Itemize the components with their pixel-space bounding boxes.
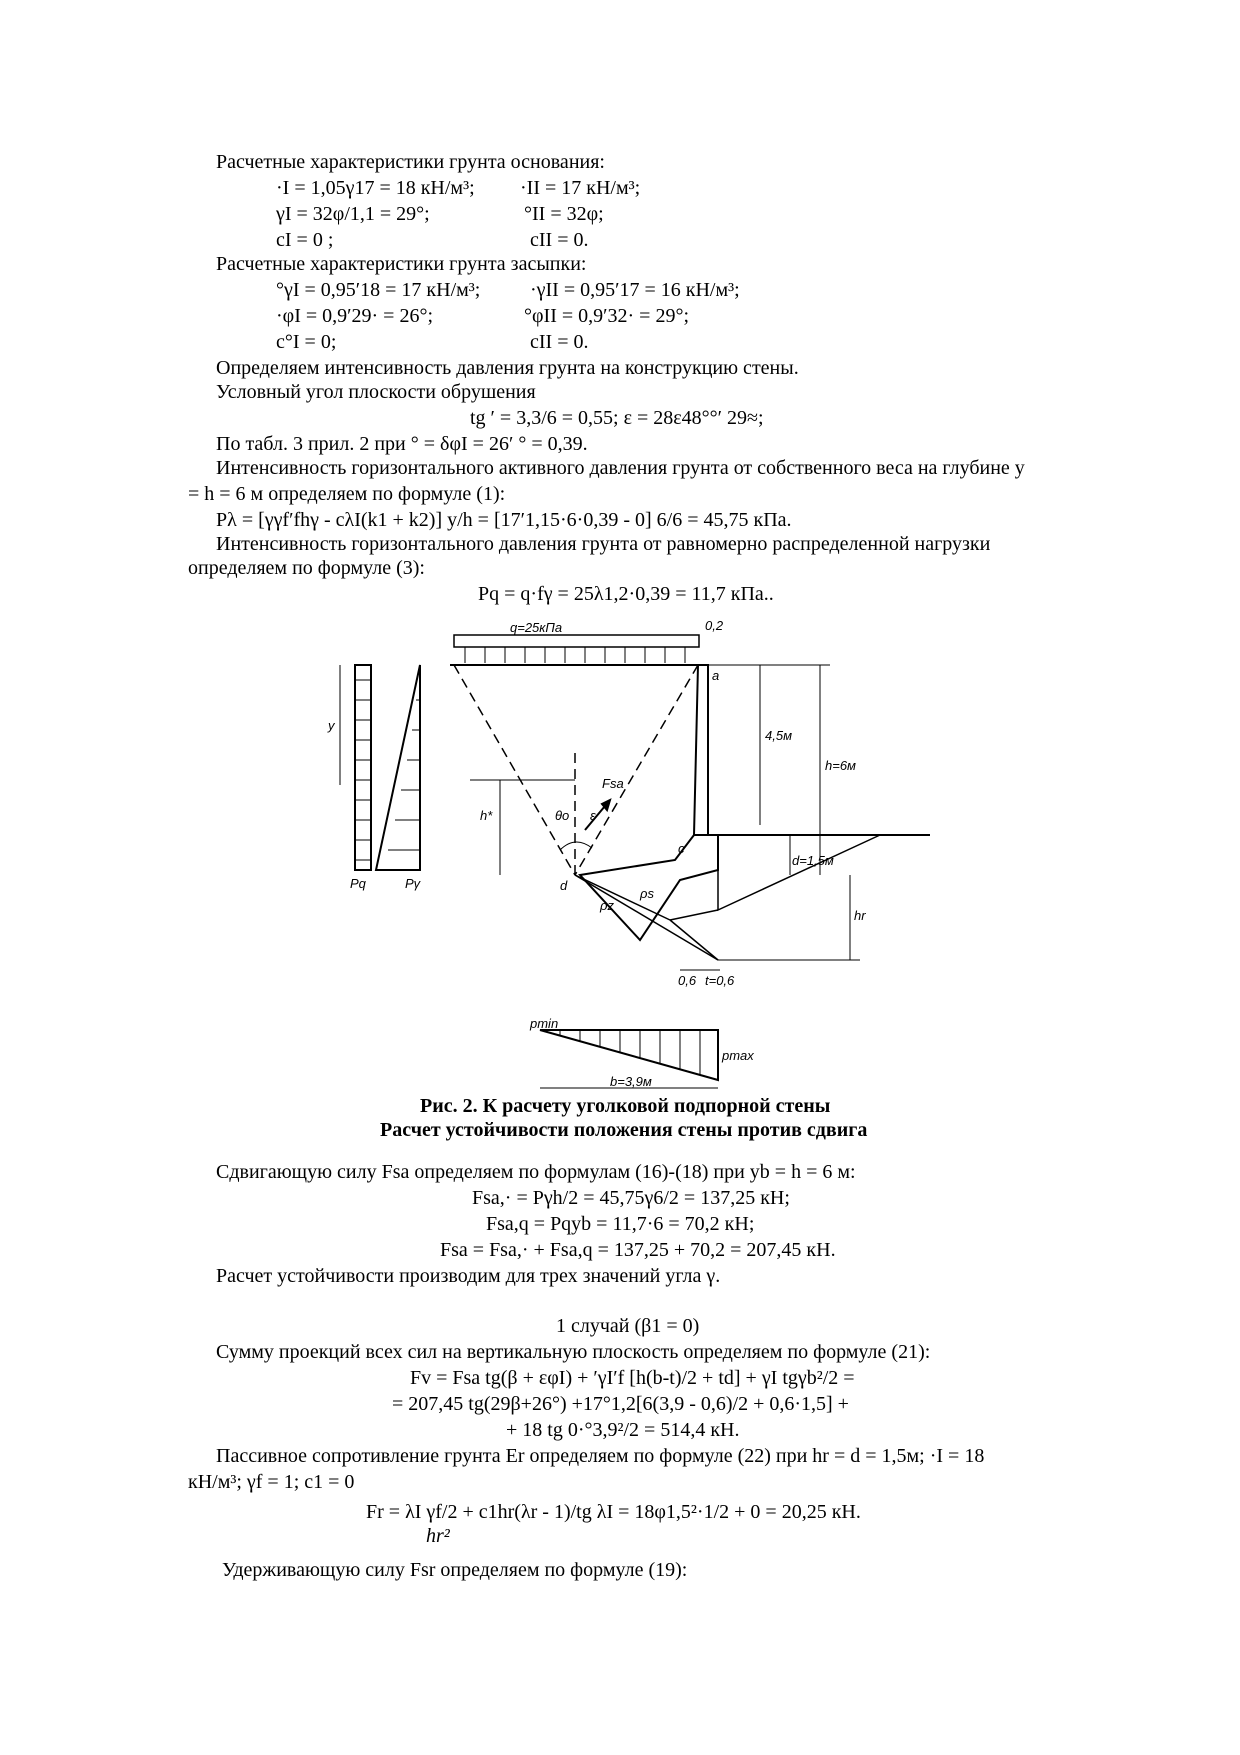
load-arrows: [465, 647, 685, 663]
text-line: Удерживающую силу Fsr определяем по формуле (19):: [222, 1559, 688, 1581]
text-line: = h = 6 м определяем по формуле (1):: [188, 483, 506, 505]
text-line: ·I = 1,05γ17 = 18 кН/м³;: [276, 177, 475, 199]
label-a: a: [712, 668, 720, 683]
collapse-lines: [454, 665, 698, 875]
wall-stem: [694, 665, 708, 835]
text-line: c°I = 0;: [276, 331, 337, 353]
figure-caption: Рис. 2. К расчету уголковой подпорной стены: [420, 1095, 831, 1117]
text-line: γI = 32φ/1,1 = 29°;: [276, 203, 430, 225]
text-line: ·φI = 0,9′29· = 26°;: [276, 305, 434, 327]
text-line: ·II = 17 кН/м³;: [520, 177, 641, 199]
load-q: [454, 635, 699, 647]
text-line: Пассивное сопротивление грунта Er определяем по формуле (22) при hr = d = 1,5м; ·I = 18: [216, 1445, 985, 1467]
text-line: cII = 0.: [530, 229, 589, 251]
text-line: ·γII = 0,95′17 = 16 кН/м³;: [530, 279, 740, 301]
pgamma-diagram: [376, 665, 420, 870]
label-hstar: h*: [480, 808, 493, 823]
formula-fraction: hr²: [426, 1525, 450, 1547]
formula: Pλ = [γγf′fhγ - cλI(k1 + k2)] y/h = [17′1,15·6·0,39 - 0] 6/6 = 45,75 кПа.: [216, 509, 792, 531]
label-t06: t=0,6: [705, 973, 735, 988]
formula: Fsa,q = Pqyb = 11,7·6 = 70,2 кН;: [486, 1213, 755, 1235]
text-line: cII = 0.: [530, 331, 589, 353]
formula: Fsa,· = Pγh/2 = 45,75γ6/2 = 137,25 кН;: [472, 1187, 790, 1209]
pgamma-arrows: [388, 700, 420, 850]
retaining-wall-figure: [320, 620, 960, 1090]
formula: = 207,45 tg(29β+26°) +17°1,2[6(3,9 - 0,6)/2 + 0,6·1,5] +: [392, 1393, 849, 1415]
label-c: c: [678, 841, 685, 856]
label-pmax: pmax: [722, 1048, 754, 1063]
label-pgamma: Pγ: [405, 876, 421, 891]
label-rho-s: ρs: [640, 886, 654, 901]
passive-wedge: [718, 835, 880, 910]
formula: tg ′ = 3,3/6 = 0,55; ε = 28ε48°°′ 29≈;: [470, 407, 764, 429]
text-line: кН/м³; γf = 1; c1 = 0: [188, 1471, 355, 1493]
case-heading: 1 случай (β1 = 0): [556, 1315, 700, 1337]
text-line: По табл. 3 прил. 2 при ° = δφI = 26′ ° = 0,39.: [216, 433, 588, 455]
text-line: Определяем интенсивность давления грунта на конструкцию стены.: [216, 357, 799, 379]
formula: Fr = λI γf/2 + c1hr(λr - 1)/tg λI = 18φ1,5²·1/2 + 0 = 20,25 кН.: [366, 1501, 861, 1523]
formula: Pq = q·fγ = 25λ1,2·0,39 = 11,7 кПа..: [478, 583, 774, 605]
text-line: cI = 0 ;: [276, 229, 334, 251]
label-q: q=25кПа: [510, 620, 563, 635]
label-rho-z: ρz: [600, 898, 614, 913]
text-line: Сумму проекций всех сил на вертикальную плоскость определяем по формуле (21):: [216, 1341, 931, 1363]
label-p06: 0,6: [678, 973, 697, 988]
pq-arrows: [355, 680, 371, 860]
text-line: Интенсивность горизонтального активного давления грунта от собственного веса на глубине y: [216, 457, 1025, 479]
label-h6: h=6м: [825, 758, 856, 773]
label-d15: d=1,5м: [792, 853, 834, 868]
formula: + 18 tg 0·°3,9²/2 = 514,4 кН.: [506, 1419, 740, 1441]
label-d: d: [560, 878, 568, 893]
label-pmin: pmin: [530, 1016, 559, 1031]
text-line: Условный угол плоскости обрушения: [216, 381, 536, 403]
right-dimensions: [470, 665, 860, 970]
text-line: °γI = 0,95′18 = 17 кН/м³;: [276, 279, 481, 301]
label-y: y: [328, 718, 335, 733]
label-b39: b=3,9м: [610, 1074, 652, 1089]
label-fsa: Fsa: [602, 776, 624, 791]
text-line: Расчет устойчивости производим для трех значений угла γ.: [216, 1265, 721, 1287]
text-line: Сдвигающую силу Fsa определяем по формулам (16)-(18) при yb = h = 6 м:: [216, 1161, 856, 1183]
formula: Fv = Fsa tg(β + εφI) + ′γI′f [h(b-t)/2 + td] + γI tgγb²/2 =: [410, 1367, 855, 1389]
label-dim-top: 0,2: [705, 620, 724, 633]
formula: Fsa = Fsa,· + Fsa,q = 137,25 + 70,2 = 207,45 кН.: [440, 1239, 836, 1261]
text-line: °φII = 0,9′32· = 29°;: [524, 305, 690, 327]
text-line: °II = 32φ;: [524, 203, 604, 225]
label-h45: 4,5м: [765, 728, 792, 743]
text-line: Расчетные характеристики грунта засыпки:: [216, 253, 587, 275]
pq-diagram: [355, 665, 371, 870]
label-hr: hr: [854, 908, 866, 923]
text-line: определяем по формуле (3):: [188, 557, 425, 579]
label-pq: Pq: [350, 876, 366, 891]
base-pressure-diagram: [540, 1030, 718, 1080]
label-theta: θo: [555, 808, 570, 823]
text-line: Расчетные характеристики грунта основания:: [216, 151, 605, 173]
text-line: Интенсивность горизонтального давления грунта от равномерно распределенной нагрузки: [216, 533, 991, 555]
label-eps: ε: [590, 808, 596, 823]
angle-arc: [560, 842, 592, 850]
section-heading: Расчет устойчивости положения стены против сдвига: [380, 1119, 868, 1141]
